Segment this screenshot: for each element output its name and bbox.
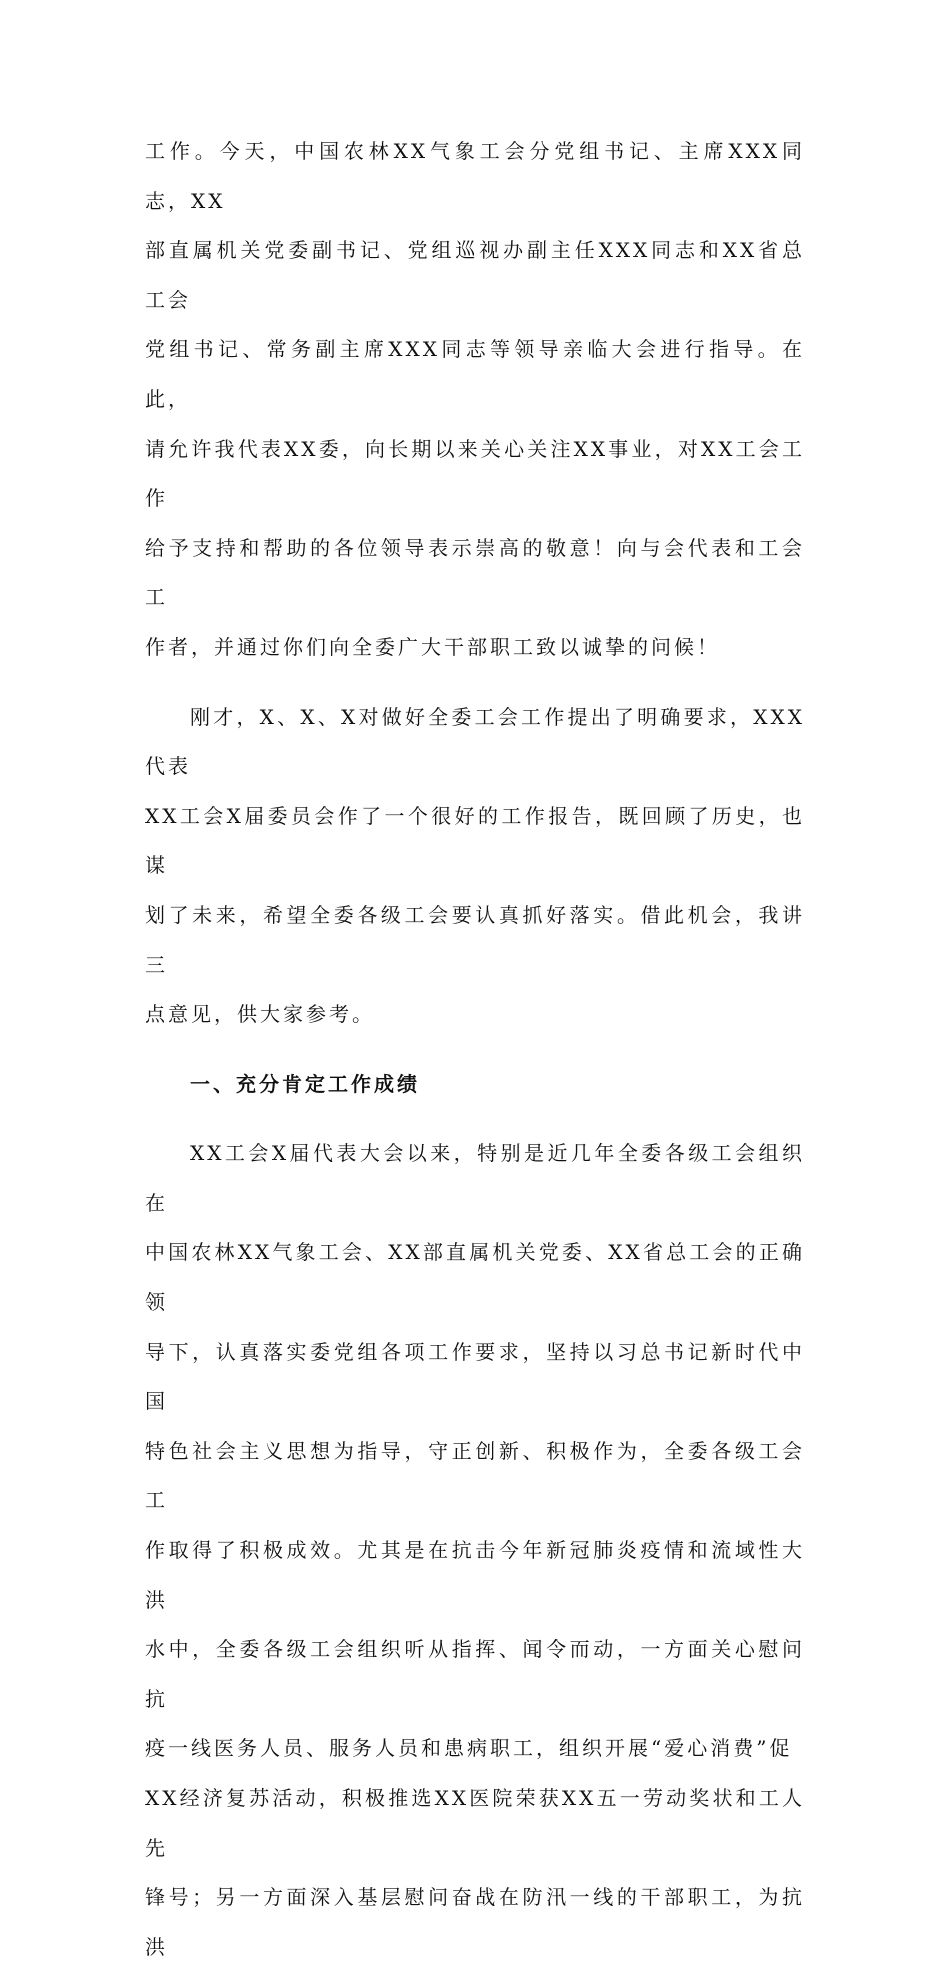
paragraph-achievements [145, 1129, 805, 1972]
text-line: XX工会X届委员会作了一个很好的工作报告，既回顾了历史，也谋 [145, 803, 805, 878]
text-line: 请允许我代表XX委，向长期以来关心关注XX事业，对XX工会工作 [145, 436, 805, 511]
text-line: XX经济复苏活动，积极推选XX医院荣获XX五一劳动奖状和工人先 [145, 1786, 805, 1860]
text-line: 给予支持和帮助的各位领导表示崇高的敬意！向与会代表和工会工 [145, 535, 805, 610]
text-line: XX工会X届代表大会以来，特别是近几年全委各级工会组织在 [145, 1141, 805, 1215]
text-line: 部直属机关党委副书记、党组巡视办副主任XXX同志和XX省总工会 [145, 238, 805, 312]
text-line: 导下，认真落实委党组各项工作要求，坚持以习总书记新时代中国 [145, 1339, 805, 1414]
heading-text: 一、充分肯定工作成绩 [190, 1071, 420, 1096]
text-line: 党组书记、常务副主席XXX同志等领导亲临大会进行指导。在此， [145, 337, 805, 411]
text-line: 作取得了积极成效。尤其是在抗击今年新冠肺炎疫情和流域性大洪 [145, 1538, 805, 1612]
text-line: 划了未来，希望全委各级工会要认真抓好落实。借此机会，我讲三 [145, 902, 805, 977]
text-line: 点意见，供大家参考。 [145, 1002, 375, 1027]
text-line: 锋号；另一方面深入基层慰问奋战在防汛一线的干部职工，为抗洪 [145, 1885, 805, 1959]
text-line: 水中，全委各级工会组织听从指挥、闻令而动，一方面关心慰问抗 [145, 1637, 805, 1711]
text-line: 疫一线医务人员、服务人员和患病职工，组织开展“爱心消费”促 [145, 1736, 793, 1761]
section-heading [145, 1060, 805, 1110]
text-line: 特色社会主义思想为指导，守正创新、积极作为，全委各级工会工 [145, 1438, 805, 1513]
text-line: 刚才，X、X、X对做好全委工会工作提出了明确要求，XXX代表 [145, 704, 805, 779]
text-line: 中国农林XX气象工会、XX部直属机关党委、XX省总工会的正确领 [145, 1240, 805, 1315]
text-line: 工作。今天，中国农林XX气象工会分党组书记、主席XXX同志，XX [145, 139, 805, 213]
document-body [145, 127, 805, 1972]
text-line: 作者，并通过你们向全委广大干部职工致以诚挚的问候！ [145, 634, 720, 659]
paragraph-continuation [145, 127, 805, 673]
paragraph-remarks [145, 693, 805, 1040]
